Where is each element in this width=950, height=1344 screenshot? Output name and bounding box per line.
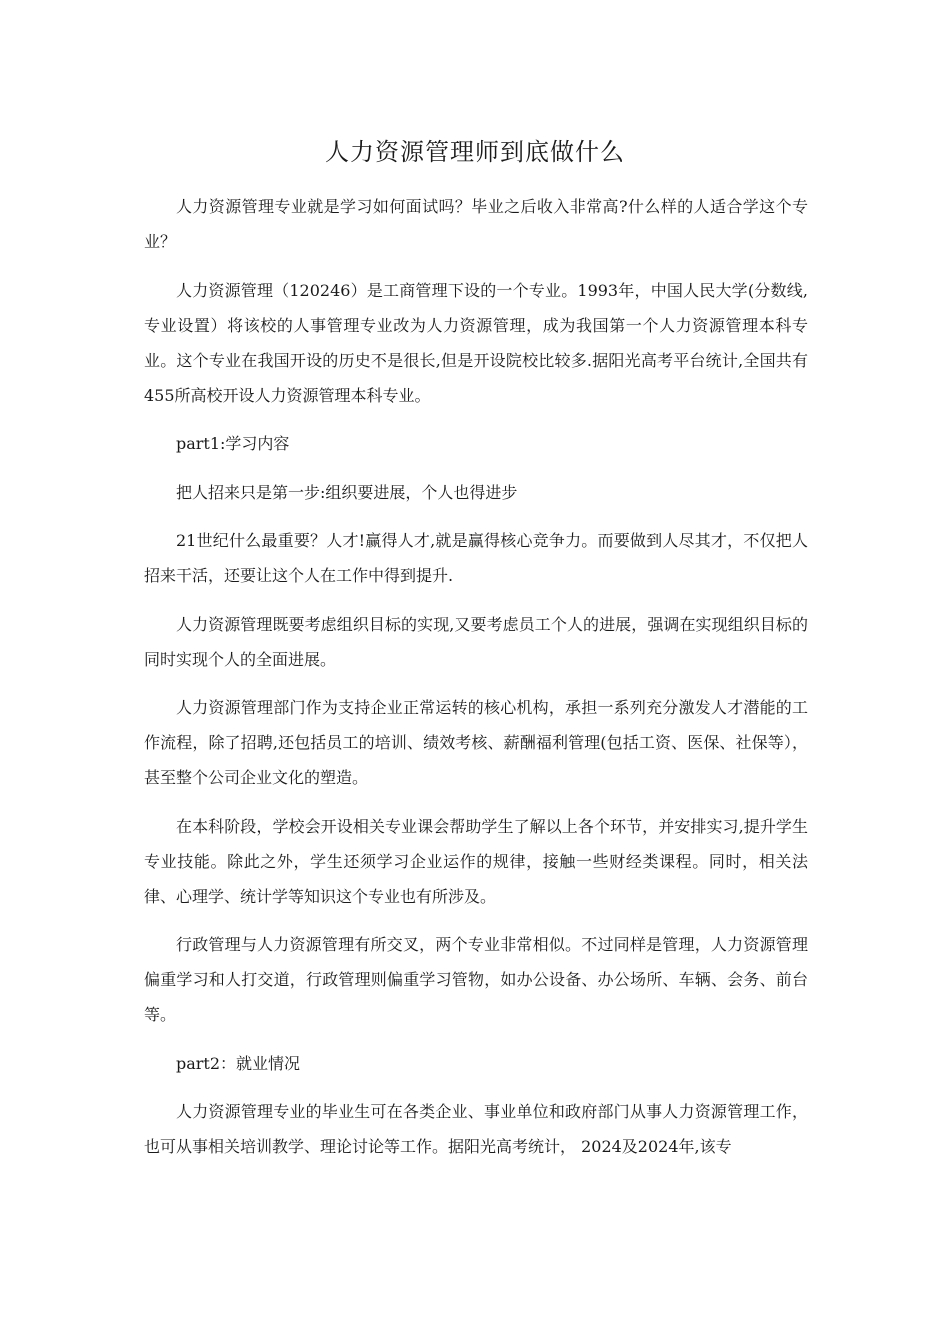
paragraph-admin-vs-hr: 行政管理与人力资源管理有所交叉，两个专业非常相似。不过同样是管理，人力资源管理偏重学习和人打交道，行政管理则偏重学习管物，如办公设备、办公场所、车辆、会务、前台等。 (144, 935, 808, 1024)
section-heading-part2: part2：就业情况 (176, 1053, 301, 1073)
paragraph-hr-department-role: 人力资源管理部门作为支持企业正常运转的核心机构，承担一系列充分激发人才潜能的工作流程，除了招聘,还包括员工的培训、绩效考核、薪酬福利管理(包括工资、医保、社保等），甚至整个公司企业文化的塑造。 (144, 698, 808, 787)
paragraph-intro-question: 人力资源管理专业就是学习如何面试吗？毕业之后收入非常高?什么样的人适合学这个专业？ (144, 197, 808, 251)
paragraph-undergraduate-study: 在本科阶段，学校会开设相关专业课会帮助学生了解以上各个环节，并安排实习,提升学生专业技能。除此之外，学生还须学习企业运作的规律，接触一些财经类课程。同时，相关法律、心理学、统计学等知识这个专业也有所涉及。 (144, 816, 808, 906)
section-heading-part1: part1:学习内容 (176, 434, 290, 453)
paragraph-subheading-first-step: 把人招来只是第一步:组织要进展，个人也得进步 (176, 482, 518, 502)
document-title: 人力资源管理师到底做什么 (325, 138, 625, 166)
document-body (144, 189, 808, 1178)
paragraph-employment: 人力资源管理专业的毕业生可在各类企业、事业单位和政府部门从事人力资源管理工作，也可从事相关培训教学、理论讨论等工作。据阳光高考统计， 2024及2024年,该专 (144, 1102, 808, 1156)
paragraph-talent-importance: 21世纪什么最重要？人才!赢得人才,就是赢得核心竞争力。而要做到人尽其才，不仅把人招来干活，还要让这个人在工作中得到提升. (144, 531, 808, 585)
paragraph-major-history: 人力资源管理（120246）是工商管理下设的一个专业。1993年，中国人民大学(分数线,专业设置）将该校的人事管理专业改为人力资源管理，成为我国第一个人力资源管理本科专业。这个专业在我国开设的历史不是很长,但是开设院校比较多.据阳光高考平台统计,全国共有455所高校开设人力资源管理本科专业。 (144, 280, 808, 405)
paragraph-organization-goals: 人力资源管理既要考虑组织目标的实现,又要考虑员工个人的进展，强调在实现组织目标的同时实现个人的全面进展。 (144, 614, 808, 669)
